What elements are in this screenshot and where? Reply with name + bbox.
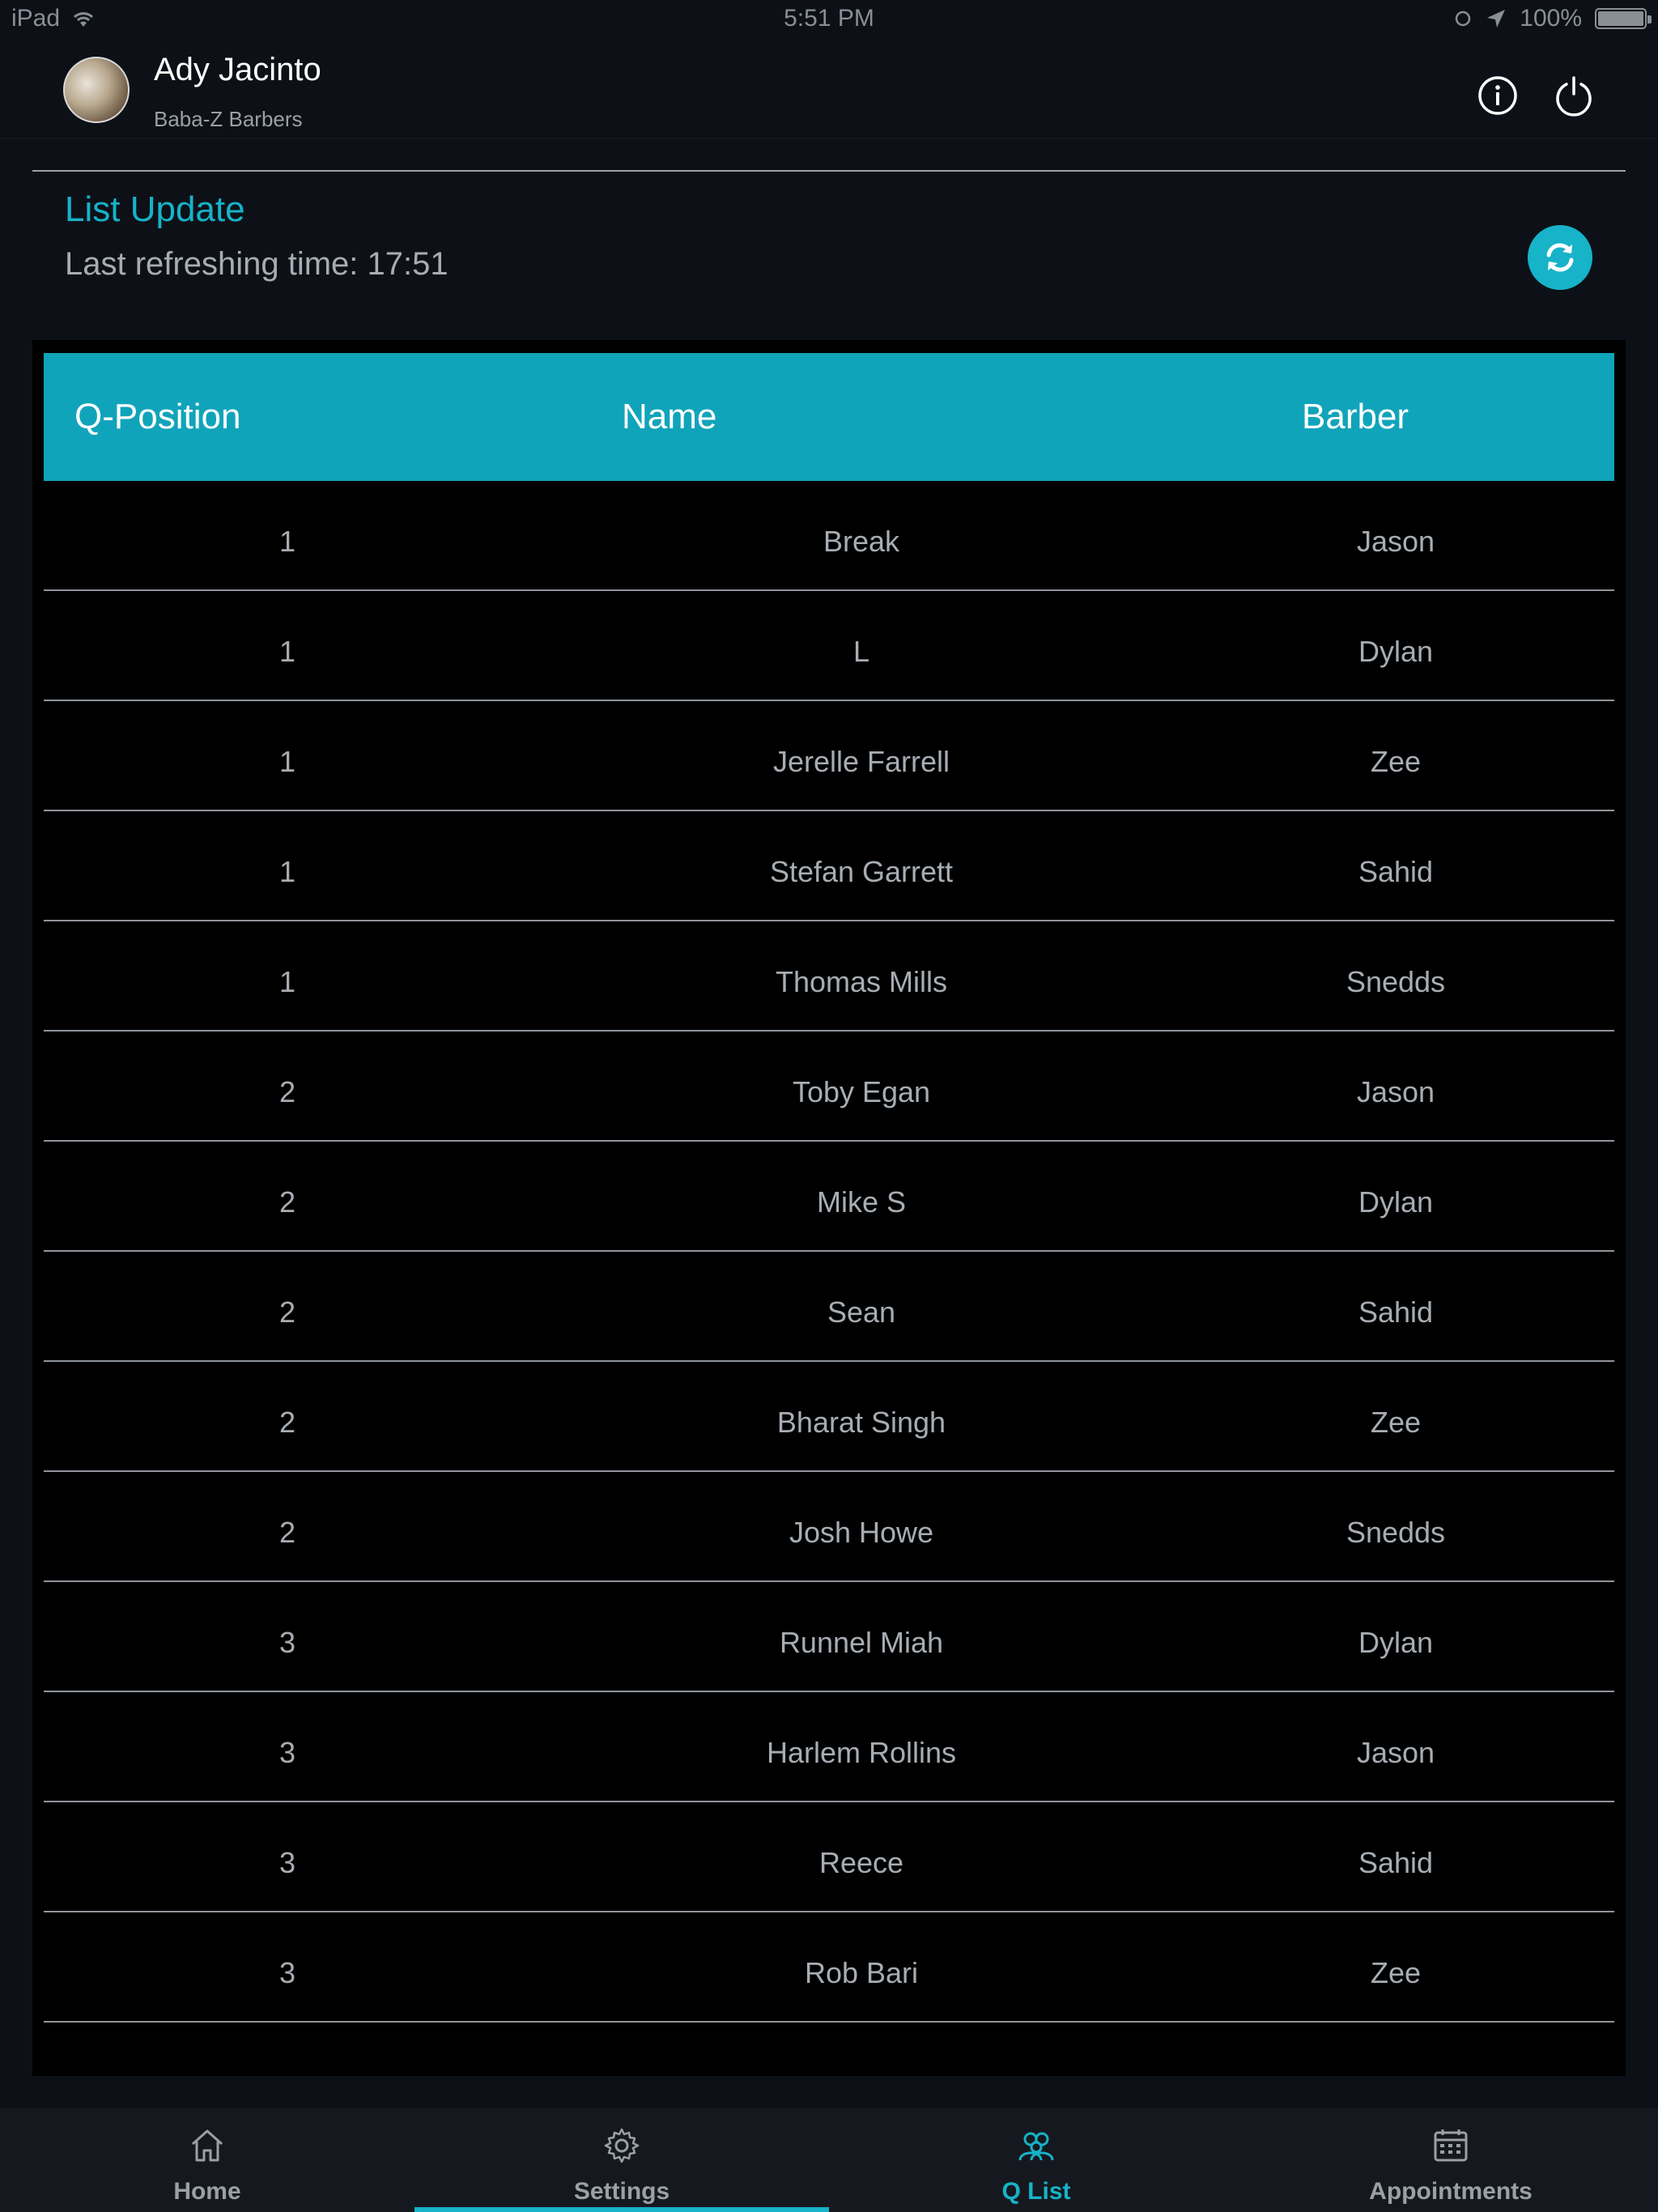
table-row[interactable]: [44, 1362, 1614, 1472]
table-row[interactable]: [44, 701, 1614, 811]
cell-position: 1: [278, 965, 296, 998]
cell-name: Bharat Singh: [776, 1406, 946, 1439]
power-icon[interactable]: [1551, 73, 1596, 118]
list-update-section: [32, 170, 1626, 340]
avatar[interactable]: [63, 57, 130, 123]
refresh-icon: [1540, 237, 1580, 278]
status-bar: [0, 0, 1658, 42]
table-row[interactable]: [44, 921, 1614, 1032]
battery-icon: [1595, 8, 1647, 29]
status-time: 5:51 PM: [784, 5, 874, 32]
cell-position: 1: [278, 635, 296, 668]
cell-name: Toby Egan: [792, 1075, 931, 1108]
table-row[interactable]: [44, 1472, 1614, 1582]
cell-barber: Snedds: [1346, 1516, 1446, 1549]
table-row[interactable]: [44, 1912, 1614, 2023]
shop-name: Baba-Z Barbers: [154, 107, 303, 131]
cell-name: Josh Howe: [789, 1516, 934, 1549]
tab-label: Q List: [1001, 2178, 1071, 2205]
table-header: [44, 353, 1614, 481]
table-row[interactable]: [44, 1802, 1614, 1912]
cell-position: 2: [278, 1185, 296, 1219]
cell-barber: Zee: [1370, 1406, 1422, 1439]
cell-barber: Jason: [1356, 525, 1435, 558]
tab-q-list[interactable]: [829, 2108, 1244, 2212]
cell-name: Break: [823, 525, 900, 558]
cell-barber: Snedds: [1346, 965, 1446, 998]
q-list-panel: [32, 170, 1626, 2076]
cell-barber: Jason: [1356, 1736, 1435, 1769]
table-row[interactable]: [44, 481, 1614, 591]
user-name: Ady Jacinto: [154, 52, 321, 87]
home-icon: [188, 2126, 227, 2165]
cell-position: 1: [278, 525, 296, 558]
table-row[interactable]: [44, 1142, 1614, 1252]
table-row[interactable]: [44, 1252, 1614, 1362]
cell-position: 2: [278, 1516, 296, 1549]
info-icon[interactable]: [1475, 73, 1520, 118]
cell-name: Rob Bari: [804, 1956, 919, 1989]
column-header-barber: Barber: [1302, 397, 1409, 436]
last-refresh-time: Last refreshing time: 17:51: [65, 246, 449, 282]
cell-barber: Dylan: [1358, 1626, 1434, 1659]
rotation-lock-icon: [1453, 9, 1473, 28]
cell-barber: Sahid: [1358, 855, 1434, 888]
list-update-title: List Update: [65, 189, 245, 229]
cell-barber: Dylan: [1358, 1185, 1434, 1219]
cell-name: Sean: [827, 1295, 896, 1329]
tab-label: Settings: [573, 2178, 670, 2205]
queue-table: [44, 353, 1614, 2023]
cell-name: Thomas Mills: [775, 965, 948, 998]
refresh-button[interactable]: [1528, 225, 1592, 290]
battery-percent: 100%: [1520, 5, 1582, 32]
cell-position: 3: [278, 1956, 296, 1989]
cell-position: 3: [278, 1846, 296, 1879]
cell-barber: Sahid: [1358, 1295, 1434, 1329]
table-body: [44, 481, 1614, 2023]
column-header-name: Name: [622, 397, 717, 436]
cell-name: Harlem Rollins: [766, 1736, 957, 1769]
table-row[interactable]: [44, 1692, 1614, 1802]
active-tab-indicator: [414, 2207, 829, 2212]
tab-home[interactable]: [0, 2108, 414, 2212]
cell-name: Runnel Miah: [779, 1626, 944, 1659]
tab-label: Home: [173, 2178, 241, 2205]
cell-position: 2: [278, 1295, 296, 1329]
app-header: [0, 42, 1658, 139]
cell-barber: Dylan: [1358, 635, 1434, 668]
location-arrow-icon: [1486, 8, 1507, 29]
table-row[interactable]: [44, 1582, 1614, 1692]
status-right: [1453, 5, 1647, 32]
tab-settings[interactable]: [414, 2108, 829, 2212]
cell-position: 3: [278, 1736, 296, 1769]
gear-icon: [602, 2126, 641, 2165]
column-header-position: Q-Position: [74, 397, 241, 436]
cell-name: Stefan Garrett: [769, 855, 954, 888]
cell-barber: Zee: [1370, 745, 1422, 778]
cell-position: 2: [278, 1075, 296, 1108]
cell-position: 1: [278, 855, 296, 888]
tab-appointments[interactable]: [1244, 2108, 1658, 2212]
cell-name: Mike S: [816, 1185, 907, 1219]
cell-barber: Zee: [1370, 1956, 1422, 1989]
cell-name: Reece: [818, 1846, 904, 1879]
table-row[interactable]: [44, 1032, 1614, 1142]
cell-barber: Jason: [1356, 1075, 1435, 1108]
device-name: iPad: [11, 5, 61, 32]
cell-position: 1: [278, 745, 296, 778]
cell-barber: Sahid: [1358, 1846, 1434, 1879]
cell-position: 2: [278, 1406, 296, 1439]
tab-label: Appointments: [1369, 2178, 1533, 2205]
cell-name: L: [852, 635, 870, 668]
calendar-icon: [1431, 2126, 1470, 2165]
cell-name: Jerelle Farrell: [772, 745, 950, 778]
table-row[interactable]: [44, 591, 1614, 701]
tab-bar: [0, 2108, 1658, 2212]
table-row[interactable]: [44, 811, 1614, 921]
cell-position: 3: [278, 1626, 296, 1659]
users-icon: [1017, 2126, 1056, 2165]
